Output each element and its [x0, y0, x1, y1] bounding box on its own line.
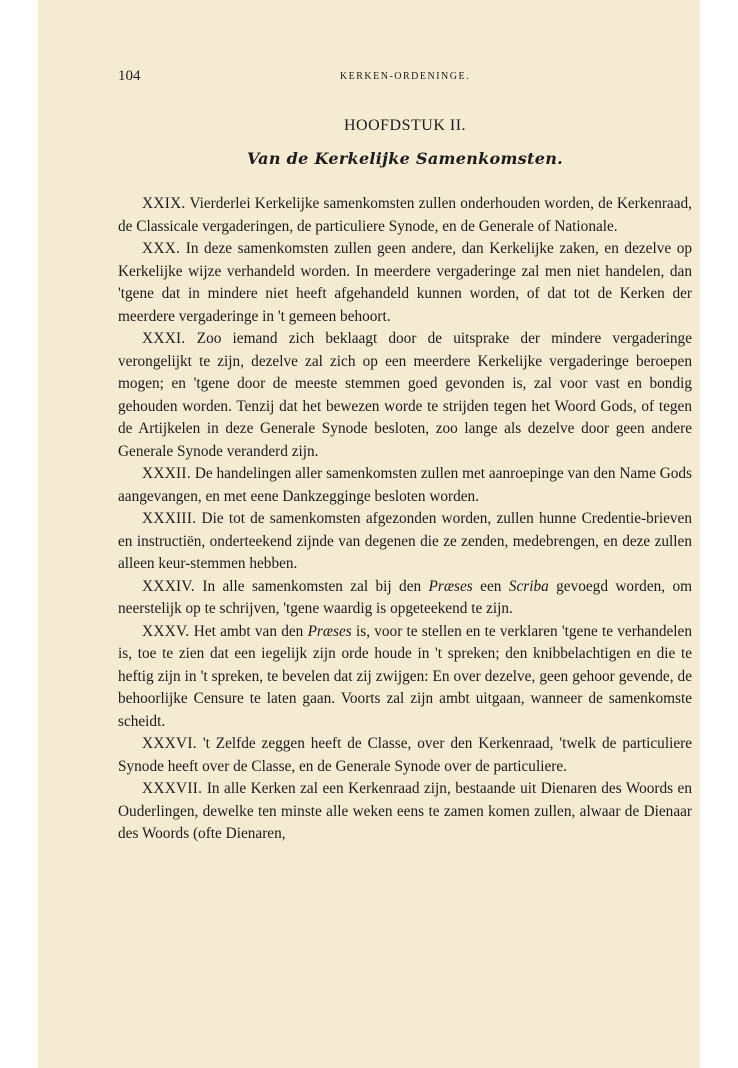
praeses-term: Præses: [428, 577, 473, 595]
article-number: XXXIV.: [142, 577, 195, 595]
article-xxxii: [118, 463, 692, 508]
running-head: [118, 66, 692, 86]
article-xxx: [118, 238, 692, 328]
article-text-post: is, voor te stellen en te verklaren 'tgene te verhandelen is, toe te zien dat een iegelijk zijn orde houde in 't spreken; den knibbelachtigen en die te heftig zijn in 't spreken, te bevelen dat zij zwijgen: En over dezelve, geen gehoor gevende, de behoorlijke Censure te laten gaan. Voorts zal zijn ambt uitgaan, wanneer de samenkomste scheidt.: [118, 622, 692, 730]
article-number: XXIX.: [142, 195, 186, 212]
article-number: XXXI.: [142, 330, 186, 347]
article-text: In alle Kerken zal een Kerkenraad zijn, bestaande uit Dienaren des Woords en Ouderlingen, dewelke ten minste alle weken eens te zamen komen zullen, alwaar de Dienaar des Woords (ofte Dienaren,: [118, 780, 692, 842]
article-number: XXXIII.: [142, 510, 197, 527]
article-number: XXX.: [142, 240, 181, 257]
article-xxix: [118, 193, 692, 238]
running-title: KERKEN-ORDENINGE.: [339, 71, 471, 82]
articles: [118, 193, 692, 846]
article-number: XXXVII.: [142, 780, 203, 797]
scriba-term: Scriba: [508, 577, 549, 595]
article-xxxvii: [118, 778, 692, 846]
article-text: In deze samenkomsten zullen geen andere, dan Kerkelijke zaken, en dezelve op Kerkelijke wijze verhandeld worden. In meerdere vergaderinge zal men niet handelen, dan 'tgene dat in mindere niet heeft afgehandeld kunnen worden, of dat tot de Kerken der meerdere vergaderinge in 't gemeen behoort.: [118, 240, 692, 325]
article-text-post: gevoegd worden, om neerstelijk op te schrijven, 'tgene waardig is opgeteekend te zijn.: [118, 577, 693, 617]
chapter-title: HOOFDSTUK II.: [343, 117, 467, 134]
chapter-subtitle: Van de Kerkelijke Samenkomsten.: [246, 149, 564, 168]
article-text: De handelingen aller samenkomsten zullen met aanroepinge van den Name Gods aangevangen, en met eene Dankzegginge besloten worden.: [118, 465, 693, 505]
article-text: 't Zelfde zeggen heeft de Classe, over den Kerkenraad, 'twelk de particuliere Synode heeft over de Classe, en de Generale Synode over de particuliere.: [118, 735, 692, 775]
article-text: Vierderlei Kerkelijke samenkomsten zullen onderhouden worden, de Kerkenraad, de Classicale vergaderingen, de particuliere Synode, en de Generale of Nationale.: [118, 195, 692, 235]
article-text-pre: Het ambt van den: [193, 622, 304, 640]
article-text: Zoo iemand zich beklaagt door de uitsprake der mindere vergaderinge verongelijkt te zijn, dezelve zal zich op een meerdere Kerkelijke vergaderinge beroepen mogen; en 'tgene door de meeste stemmen goed gevonden is, zal voor vast en bondig gehouden worden. Tenzij dat het bewezen worde te strijden tegen het Woord Gods, of tegen de Artijkelen in deze Generale Synode besloten, zoo lange als dezelve door geen andere Generale Synode veranderd zijn.: [118, 330, 692, 460]
article-text-pre: In alle samenkomsten zal bij den: [202, 577, 422, 595]
article-text-mid: een: [480, 577, 502, 595]
article-number: XXXII.: [142, 465, 191, 482]
book-page: [38, 0, 700, 1068]
article-xxxiii: [118, 508, 692, 576]
article-xxxv: [118, 621, 692, 734]
page-content: [118, 66, 692, 846]
article-text: Die tot de samenkomsten afgezonden worden, zullen hunne Credentie-brieven en instructiën, onderteekend zijnde van degenen die ze zenden, medebrengen, en deze zullen alleen keur-stemmen hebben.: [118, 510, 692, 572]
article-number: XXXVI.: [142, 735, 197, 752]
praeses-term: Præses: [307, 622, 352, 640]
article-number: XXXV.: [142, 622, 190, 640]
page-number: 104: [118, 68, 141, 84]
article-xxxiv: [118, 576, 692, 621]
article-xxxvi: [118, 733, 692, 778]
article-xxxi: [118, 328, 692, 463]
